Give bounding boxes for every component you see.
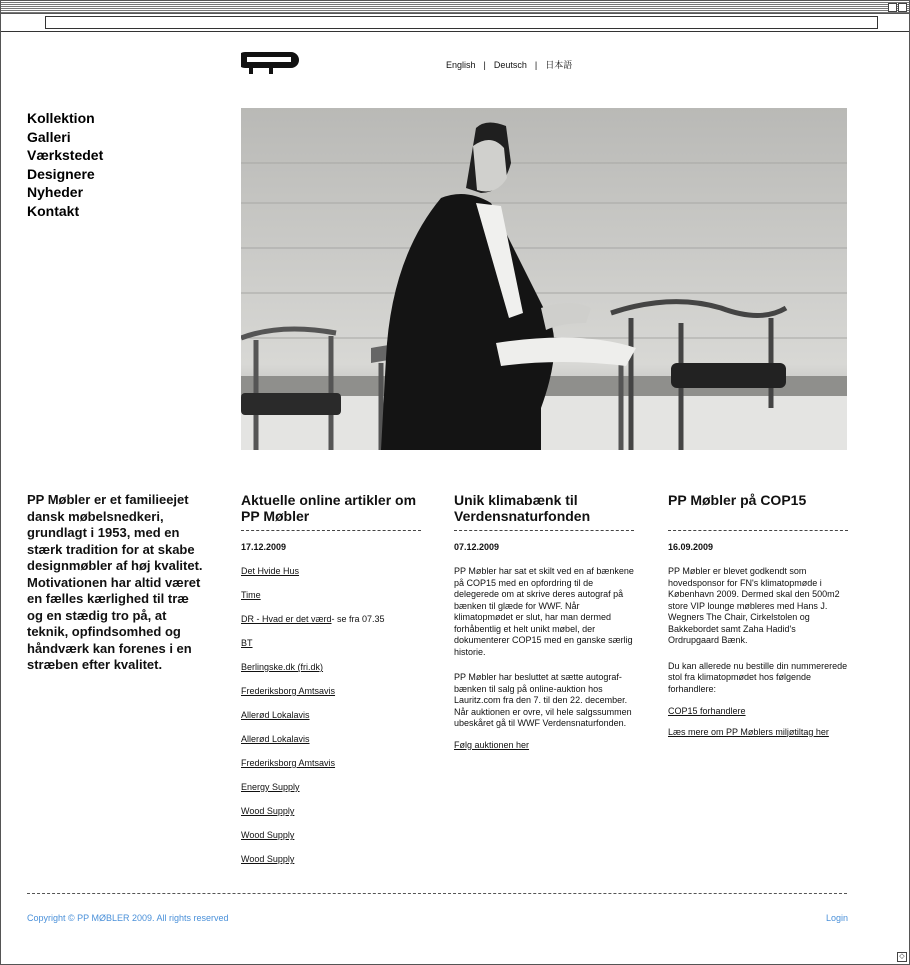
news-column-cop15 (668, 492, 848, 738)
nav-item-designere[interactable]: Designere (27, 165, 95, 182)
news-paragraph: Du kan allerede nu bestille din nummererede stol fra klimatopmødet hos følgende forhandlere: (668, 660, 848, 694)
article-link[interactable]: Time (241, 590, 261, 600)
nav-item-kontakt[interactable]: Kontakt (27, 202, 80, 219)
article-link[interactable]: Allerød Lokalavis (241, 710, 310, 720)
language-switcher (446, 58, 572, 71)
footer-divider (27, 893, 847, 894)
title-bar[interactable] (1, 1, 909, 14)
news-date: 16.09.2009 (668, 542, 714, 552)
login-link[interactable]: Login (826, 913, 849, 923)
news-column-klimabaenk (454, 492, 634, 751)
article-link[interactable]: Frederiksborg Amtsavis (241, 758, 336, 768)
column-title: Aktuelle online artikler om PP Møbler (241, 492, 417, 524)
collapse-icon[interactable] (898, 3, 907, 12)
article-link[interactable]: BT (241, 638, 253, 648)
main-nav (27, 109, 103, 220)
hero-photo-illustration (241, 108, 847, 450)
lang-separator: | (483, 60, 486, 70)
article-link[interactable]: Berlingske.dk (fri.dk) (241, 662, 324, 672)
article-link[interactable]: Frederiksborg Amtsavis (241, 686, 336, 696)
resize-handle-icon[interactable]: ◇ (897, 952, 907, 962)
article-link[interactable]: Wood Supply (241, 806, 295, 816)
lang-japanese[interactable]: 日本語 (545, 60, 573, 70)
intro-text: PP Møbler er et familieejet dansk møbelsnedkeri, grundlagt i 1953, med en stærk tradition for at skabe designmøbler af høj kvalitet. Motivationen har altid været en fælles kærlighed til træ og en stædig tro på, at teknik, opfindsomhed og håndværk kan forenes i en stræben efter kvalitet. (27, 492, 203, 672)
dashed-divider (241, 530, 421, 531)
dashed-divider (454, 530, 634, 531)
article-link[interactable]: Energy Supply (241, 782, 300, 792)
nav-item-vaerkstedet[interactable]: Værkstedet (27, 147, 104, 163)
article-link[interactable]: DR - Hvad er det værd- se fra 07.35 (241, 614, 385, 624)
article-links (241, 566, 421, 865)
cop15-dealers-link[interactable]: COP15 forhandlere (668, 706, 746, 716)
lang-english[interactable]: English (446, 60, 476, 70)
chrome-divider (1, 31, 909, 32)
nav-item-kollektion[interactable]: Kollektion (27, 110, 95, 126)
article-link-note: - se fra 07.35 (331, 614, 385, 624)
news-date: 07.12.2009 (454, 542, 500, 552)
column-title: Unik klimabænk til Verdensnaturfonden (454, 492, 591, 524)
zoom-icon[interactable] (888, 3, 897, 12)
address-bar[interactable] (45, 16, 878, 29)
article-link[interactable]: Wood Supply (241, 854, 295, 864)
nav-item-nyheder[interactable]: Nyheder (27, 184, 84, 200)
article-link[interactable]: Det Hvide Hus (241, 566, 300, 576)
auction-link[interactable]: Følg auktionen her (454, 739, 530, 750)
news-column-articles (241, 492, 421, 865)
lang-deutsch[interactable]: Deutsch (493, 60, 527, 70)
news-paragraph: PP Møbler har sat et skilt ved en af bænkene på COP15 med en opfordring til de delegerede om at skrive deres autograf på bænken til glæde for WWF. Når klimatopmødet er slut, har man dermed forhåbentlig et helt unikt møbel, der dokumenterer COP15 med en ganske særlig historie. (454, 566, 634, 657)
nav-item-galleri[interactable]: Galleri (27, 128, 71, 145)
copyright-text: Copyright © PP MØBLER 2009. All rights reserved (27, 913, 229, 923)
pp-logo[interactable] (241, 48, 299, 76)
news-paragraph: PP Møbler er blevet godkendt som hovedsponsor for FN's klimatopmøde i København 2009. Dermed skal den 500m2 store VIP lounge møbleres med Hans J. Wegners The Chair, Cirkelstolen og Bakkebordet samt Zaha Hadid's Ordrupgaard Bænk. (668, 566, 840, 645)
column-title: PP Møbler på COP15 (668, 492, 807, 508)
hero-photo (241, 108, 847, 450)
lang-separator: | (534, 60, 538, 70)
news-date: 17.12.2009 (241, 542, 287, 552)
article-link[interactable]: Wood Supply (241, 830, 295, 840)
news-paragraph: PP Møbler har besluttet at sætte autograf-bænken til salg på online-auktion hos Lauritz.com fra den 7. til den 22. december. Når auktionen er ovre, vil hele salgssummen ubeskåret gå til WWF Verdensnaturfonden. (454, 672, 632, 728)
article-link[interactable]: Allerød Lokalavis (241, 734, 310, 744)
environment-link[interactable]: Læs mere om PP Møblers miljøtiltag her (668, 726, 829, 737)
dashed-divider (668, 530, 848, 531)
